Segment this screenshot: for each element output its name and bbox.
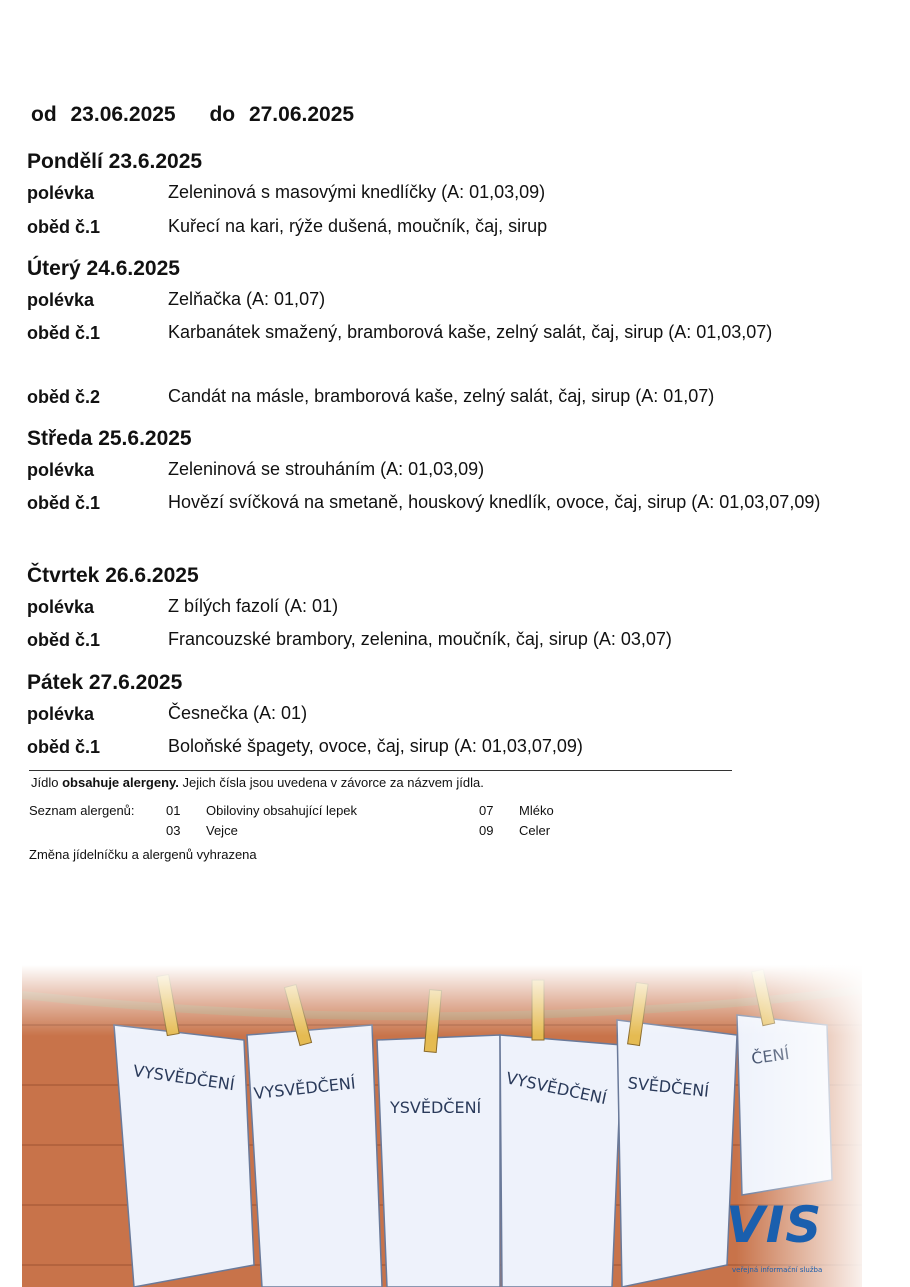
monday-lunch1-label: oběd č.1 (27, 217, 101, 237)
footer-note: Změna jídelníčku a alergenů vyhrazena (29, 847, 257, 862)
allergen-list-label: Seznam alergenů: (29, 803, 135, 818)
tuesday-soup-text: Zelňačka (A: 01,07) (168, 289, 326, 309)
tuesday-lunch1-text: Karbanátek smažený, bramborová kaše, zelný salát, čaj, sirup (A: 01,03,07) (168, 322, 773, 342)
tuesday-soup-label: polévka (27, 290, 95, 310)
to-date: 27.06.2025 (248, 103, 355, 126)
logo-tagline: veřejná informační služba (732, 1266, 823, 1274)
allergen-code: 03 (166, 823, 181, 838)
allergen-name: Celer (519, 823, 551, 838)
friday-lunch1-text: Boloňské špagety, ovoce, čaj, sirup (A: 01,03,07,09) (168, 736, 583, 756)
thursday-soup-text: Z bílých fazolí (A: 01) (168, 596, 339, 616)
tuesday-lunch2-text: Candát na másle, bramborová kaše, zelný salát, čaj, sirup (A: 01,07) (168, 386, 715, 406)
from-label: od (31, 103, 57, 126)
from-date: 23.06.2025 (70, 103, 176, 126)
allergen-code: 07 (479, 803, 494, 818)
date-range (31, 103, 354, 127)
allergen-name: Mléko (519, 803, 554, 818)
wednesday-soup-label: polévka (27, 460, 95, 480)
wednesday-soup-text: Zeleninová se strouháním (A: 01,03,09) (168, 459, 485, 479)
allergen-code: 09 (479, 823, 494, 838)
day-title-monday: Pondělí 23.6.2025 (27, 150, 203, 173)
allergen-note-prefix: Jídlo (31, 775, 59, 790)
friday-lunch1-label: oběd č.1 (27, 737, 101, 757)
to-label: do (209, 103, 236, 126)
day-title-thursday: Čtvrtek 26.6.2025 (27, 564, 199, 587)
vis-logo (726, 1196, 856, 1287)
friday-soup-text: Česnečka (A: 01) (168, 703, 308, 723)
allergen-note (31, 775, 484, 790)
thursday-soup-label: polévka (27, 597, 95, 617)
monday-lunch1-text: Kuřecí na kari, rýže dušená, moučník, čaj, sirup (168, 216, 548, 236)
allergen-note-suffix: Jejich čísla jsou uvedena v závorce za názvem jídla. (182, 775, 484, 790)
day-title-friday: Pátek 27.6.2025 (27, 671, 183, 694)
tuesday-lunch1-label: oběd č.1 (27, 323, 101, 343)
wednesday-lunch1-text: Hovězí svíčková na smetaně, houskový knedlík, ovoce, čaj, sirup (A: 01,03,07,09) (168, 492, 821, 512)
divider (29, 770, 732, 771)
wednesday-lunch1-label: oběd č.1 (27, 493, 101, 513)
allergen-note-bold: obsahuje alergeny. (62, 775, 179, 790)
logo-text: VIS (726, 1196, 823, 1254)
tuesday-lunch2-label: oběd č.2 (27, 387, 101, 407)
allergen-name: Vejce (206, 823, 238, 838)
day-title-tuesday: Úterý 24.6.2025 (27, 257, 180, 280)
friday-soup-label: polévka (27, 704, 95, 724)
thursday-lunch1-label: oběd č.1 (27, 630, 101, 650)
allergen-name: Obiloviny obsahující lepek (206, 803, 358, 818)
allergen-code: 01 (166, 803, 181, 818)
day-title-wednesday: Středa 25.6.2025 (27, 427, 192, 450)
thursday-lunch1-text: Francouzské brambory, zelenina, moučník, čaj, sirup (A: 03,07) (168, 629, 672, 649)
monday-soup-label: polévka (27, 183, 95, 203)
monday-soup-text: Zeleninová s masovými knedlíčky (A: 01,03,09) (168, 182, 546, 202)
